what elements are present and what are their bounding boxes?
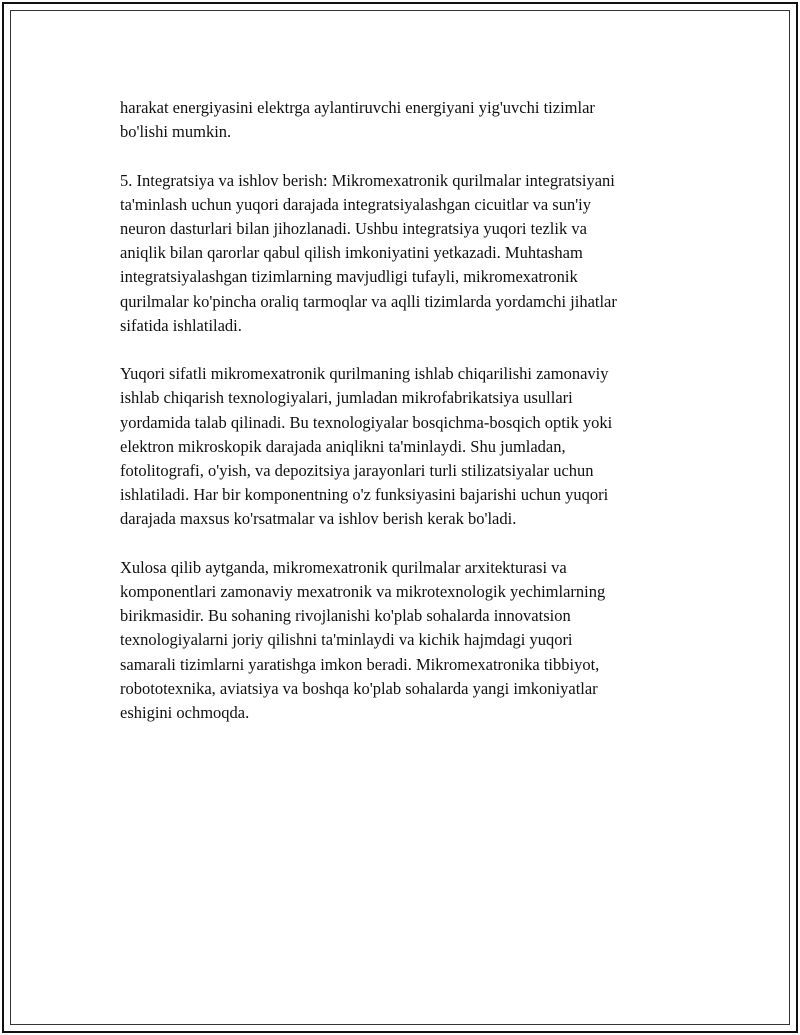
- document-body: [120, 96, 700, 749]
- paragraph-conclusion: Xulosa qilib aytganda, mikromexatronik qurilmalar arxitekturasi va komponentlari zamonaviy mexatronik va mikrotexnologik yechimlarning birikmasidir. Bu sohaning rivojlanishi ko'plab sohalarda innovatsion texnologiyalarni joriy qilishni ta'minlaydi va kichik hajmdagi yuqori samarali tizimlarni yaratishga imkon beradi. Mikromexatronika tibbiyot, robototexnika, aviatsiya va boshqa ko'plab sohalarda yangi imkoniyatlar eshigini ochmoqda.: [120, 557, 606, 723]
- document-page: [2, 2, 798, 1033]
- paragraph-energy-harvesting-continuation: harakat energiyasini elektrga aylantiruvchi energiyani yig'uvchi tizimlar bo'lishi mumkin.: [120, 98, 595, 142]
- paragraph-integration-processing: 5. Integratsiya va ishlov berish: Mikromexatronik qurilmalar integratsiyani ta'minlash uchun yuqori darajada integratsiyalashgan cicuitlar va sun'iy neuron dasturlari bilan jihozlanadi. Ushbu integratsiya yuqori tezlik va aniqlik bilan qarorlar qabul qilish imkoniyatini yetkazadi. Muhtasham integratsiyalashgan tizimlarning mavjudligi tufayli, mikromexatronik qurilmalar ko'pincha oraliq tarmoqlar va aqlli tizimlarda yordamchi jihatlar sifatida ishlatiladi.: [120, 170, 617, 335]
- paragraph-manufacturing: Yuqori sifatli mikromexatronik qurilmaning ishlab chiqarilishi zamonaviy ishlab chiqarish texnologiyalari, jumladan mikrofabrikatsiya usullari yordamida talab qilinadi. Bu texnologiyalar bosqichma-bosqich optik yoki elektron mikroskopik darajada aniqlikni ta'minlaydi. Shu jumladan, fotolitografi, o'yish, va depozitsiya jarayonlari turli stilizatsiyalar uchun ishlatiladi. Har bir komponentning o'z funksiyasini bajarishi uchun yuqori darajada maxsus ko'rsatmalar va ishlov berish kerak bo'ladi.: [120, 364, 613, 529]
